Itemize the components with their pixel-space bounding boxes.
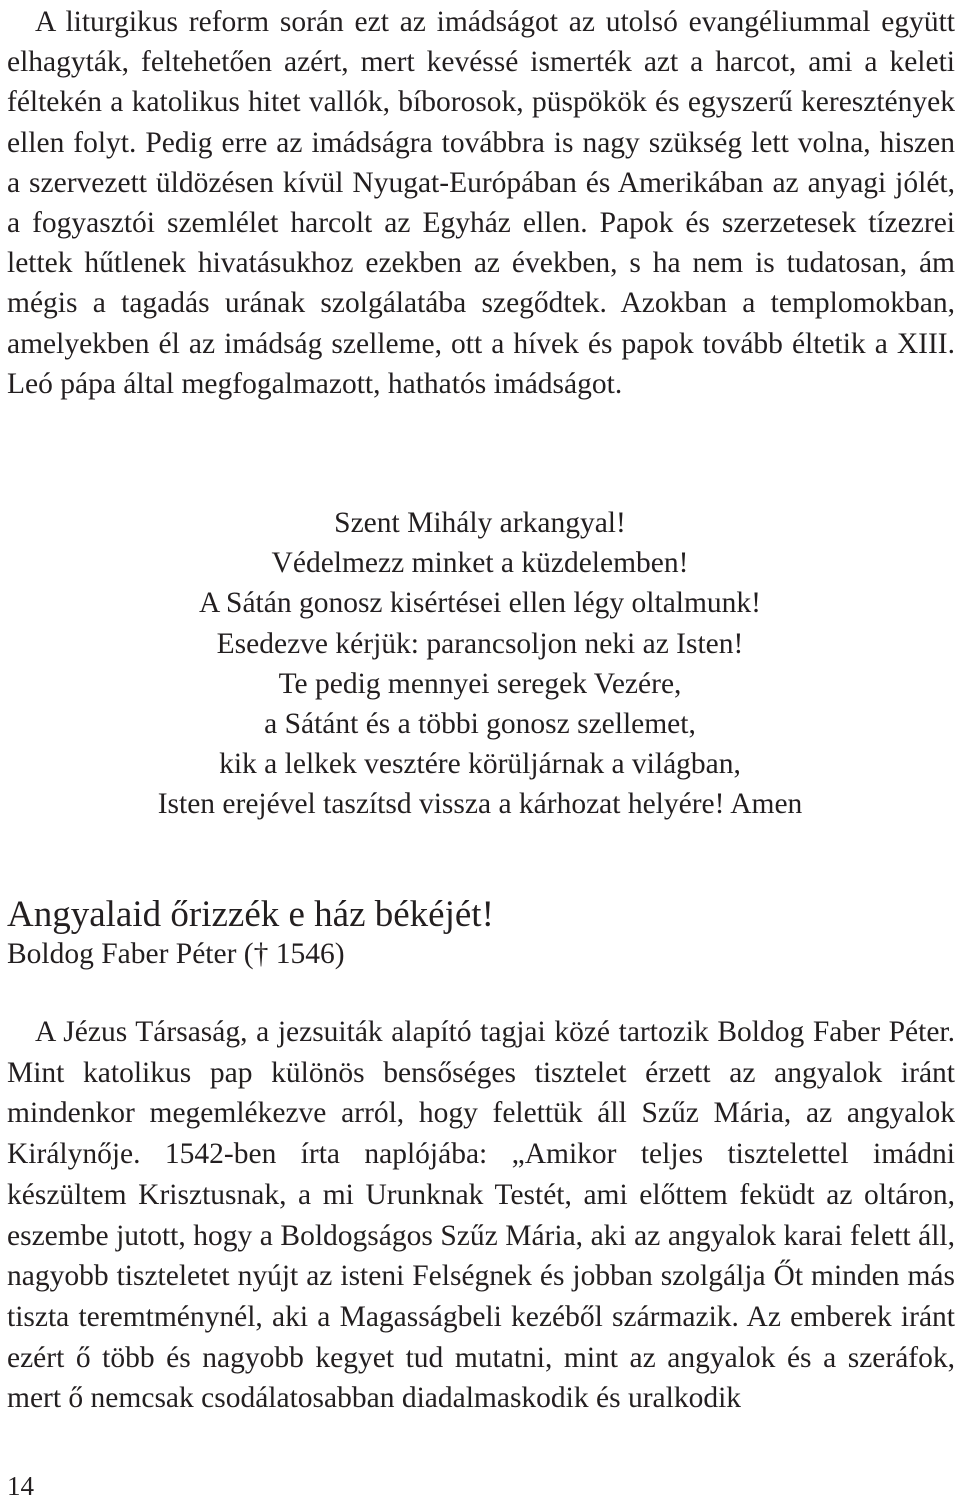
prayer-line: Te pedig mennyei seregek Vezére, [278, 667, 682, 700]
section-heading: Angyalaid őrizzék e ház békéjét! [7, 894, 494, 935]
prayer-line: a Sátánt és a többi gonosz szellemet, [264, 708, 696, 741]
prayer-line: A Sátán gonosz kisértései ellen légy oltalmunk! [198, 587, 761, 620]
prayer-line: Védelmezz minket a küzdelemben! [271, 547, 689, 580]
prayer-line: kik a lelkek vesztére körüljárnak a világban, [219, 748, 741, 781]
section-paragraph: A Jézus Társaság, a jezsuiták alapító tagjai közé tartozik Boldog Faber Péter. Mint katolikus pap különös bensőséges tisztelet érzett az angyalok iránt mindenkor megemlékezve arról, hogy felettük áll Szűz Mária, az angyalok Királynője. 1542-ben írta naplójába: „Amikor teljes tisztelettel imádni készültem Krisztusnak, a mi Urunknak Testét, ami előttem feküdt az oltáron, eszembe jutott, hogy a Boldogságos Szűz Mária, aki az angyalok karai felett áll, nagyobb tiszteletet nyújt az isteni Felségnek és jobban szolgálja Őt minden más tiszta teremtménynél, aki a Magasságbeli kezéből származik. Az emberek iránt ezért ő több és nagyobb kegyet tud mutatni, mint az angyalok és a szeráfok, mert ő nemcsak csodálatosabban diadalmaskodik és uralkodik [7, 1016, 955, 1415]
page-number: 14 [7, 1471, 34, 1501]
prayer-line: Esedezve kérjük: parancsoljon neki az Isten! [216, 627, 744, 660]
prayer-line: Szent Mihály arkangyal! [334, 507, 626, 539]
section-subheading: Boldog Faber Péter († 1546) [7, 938, 345, 970]
intro-paragraph: A liturgikus reform során ezt az imádságot az utolsó evangéliummal együtt elhagyták, feltehetően azért, mert kevéssé ismerték azt a harcot, ami a keleti féltekén a katolikus hitet vallók, bíborosok, püspökök és egyszerű keresztények ellen folyt. Pedig erre az imádságra továbbra is nagy szükség lett volna, hiszen a szervezett üldözésen kívül Nyugat-Európában és Amerikában az anyagi jólét, a fogyasztói szemlélet harcolt az Egyház ellen. Papok és szerzetesek tízezrei lettek hűtlenek hivatásukhoz ezekben az években, s ha nem is tudatosan, ám mégis a tagadás urának szolgálatába szegődtek. Azokban a templomokban, amelyekben él az imádság szelleme, ott a hívek és papok tovább éltetik a XIII. Leó pápa által megfogalmazott, hathatós imádságot. [7, 6, 955, 400]
prayer-verse [0, 503, 960, 825]
prayer-line: Isten erejével taszítsd vissza a kárhozat helyére! Amen [157, 788, 803, 821]
